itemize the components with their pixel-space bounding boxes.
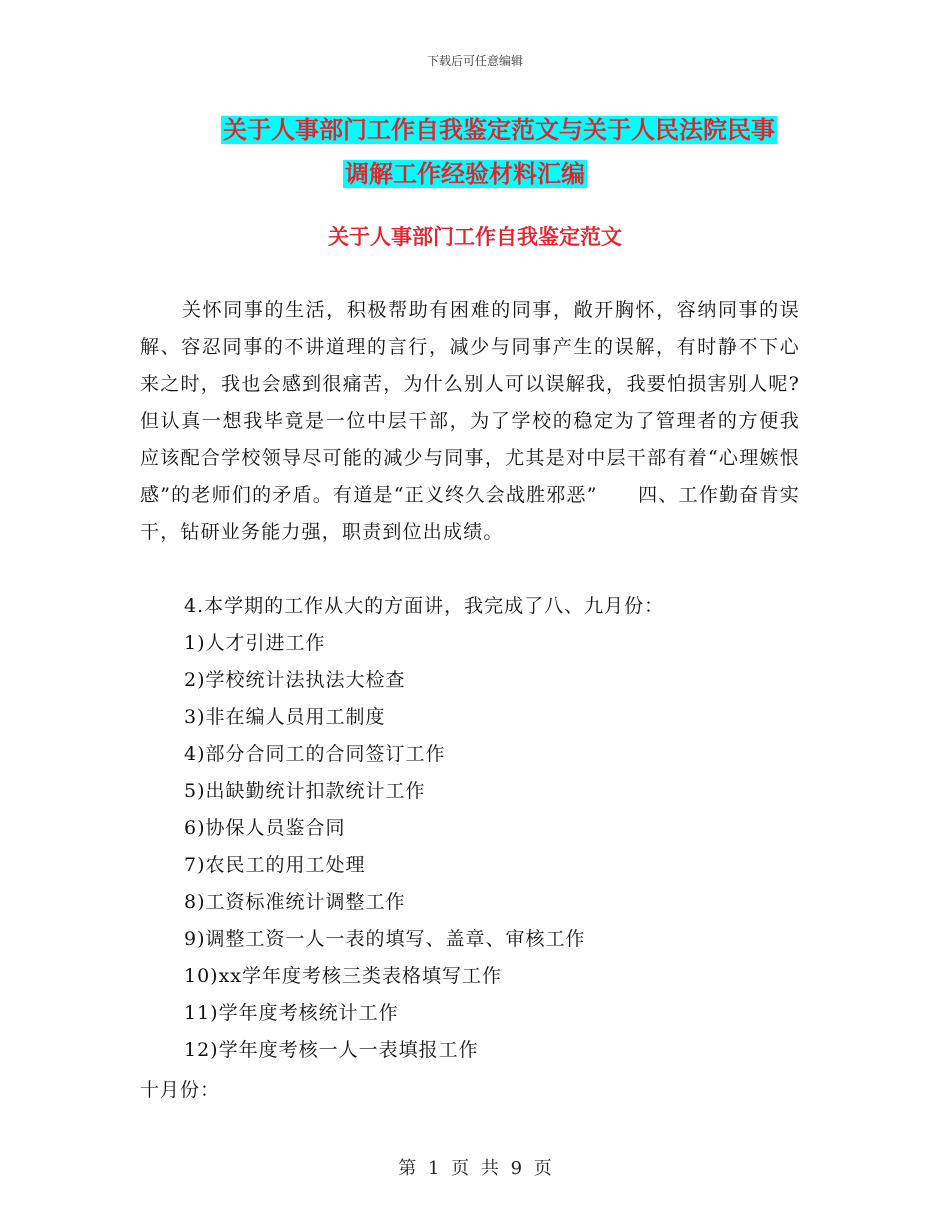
october-heading: 十月份：	[140, 1079, 221, 1101]
list-item: 3)非在编人员用工制度	[184, 706, 386, 728]
list-item: 1)人才引进工作	[184, 632, 326, 654]
list-item: 8)工资标准统计调整工作	[184, 891, 406, 913]
list-item: 5)出缺勤统计扣款统计工作	[184, 780, 426, 802]
list-item: 12)学年度考核一人一表填报工作	[184, 1039, 479, 1061]
list-item: 10)xx学年度考核三类表格填写工作	[184, 965, 503, 987]
body-paragraph: 关怀同事的生活，积极帮助有困难的同事，敞开胸怀，容纳同事的误解、容忍同事的不讲道理的言行，减少与同事产生的误解，有时静不下心来之时，我也会感到很痛苦，为什么别人可以误解我，我要怕损害别人呢?但认真一想我毕竟是一位中层干部，为了学校的稳定为了管理者的方便我应该配合学校领导尽可能的减少与同事，尤其是对中层干部有着“心理嫉恨感”的老师们的矛盾。有道是“正义终久会战胜邪恶” 四、工作勤奋肯实干，钻研业务能力强，职责到位出成绩。	[140, 299, 800, 543]
document-title-text-2: 调解工作经验材料汇编	[345, 160, 585, 188]
list-item: 2)学校统计法执法大检查	[184, 669, 406, 691]
section-title: 关于人事部门工作自我鉴定范文	[328, 225, 622, 249]
list-item: 11)学年度考核统计工作	[184, 1002, 399, 1024]
list-item: 9)调整工资一人一表的填写、盖章、审核工作	[184, 928, 586, 950]
list-item: 4)部分合同工的合同签订工作	[184, 743, 446, 765]
document-title-line-1	[0, 114, 950, 146]
list-item: 7)农民工的用工处理	[184, 854, 366, 876]
page-number: 第 1 页 共 9 页	[398, 1158, 552, 1179]
document-title-line-2	[0, 158, 950, 190]
list-item: 4.本学期的工作从大的方面讲，我完成了八、九月份：	[184, 595, 665, 617]
header-note: 下载后可任意编辑	[426, 54, 523, 68]
work-item-list	[184, 588, 664, 1069]
document-title-text-1: 关于人事部门工作自我鉴定范文与关于人民法院民事	[223, 116, 775, 144]
list-item: 6)协保人员鉴合同	[184, 817, 346, 839]
